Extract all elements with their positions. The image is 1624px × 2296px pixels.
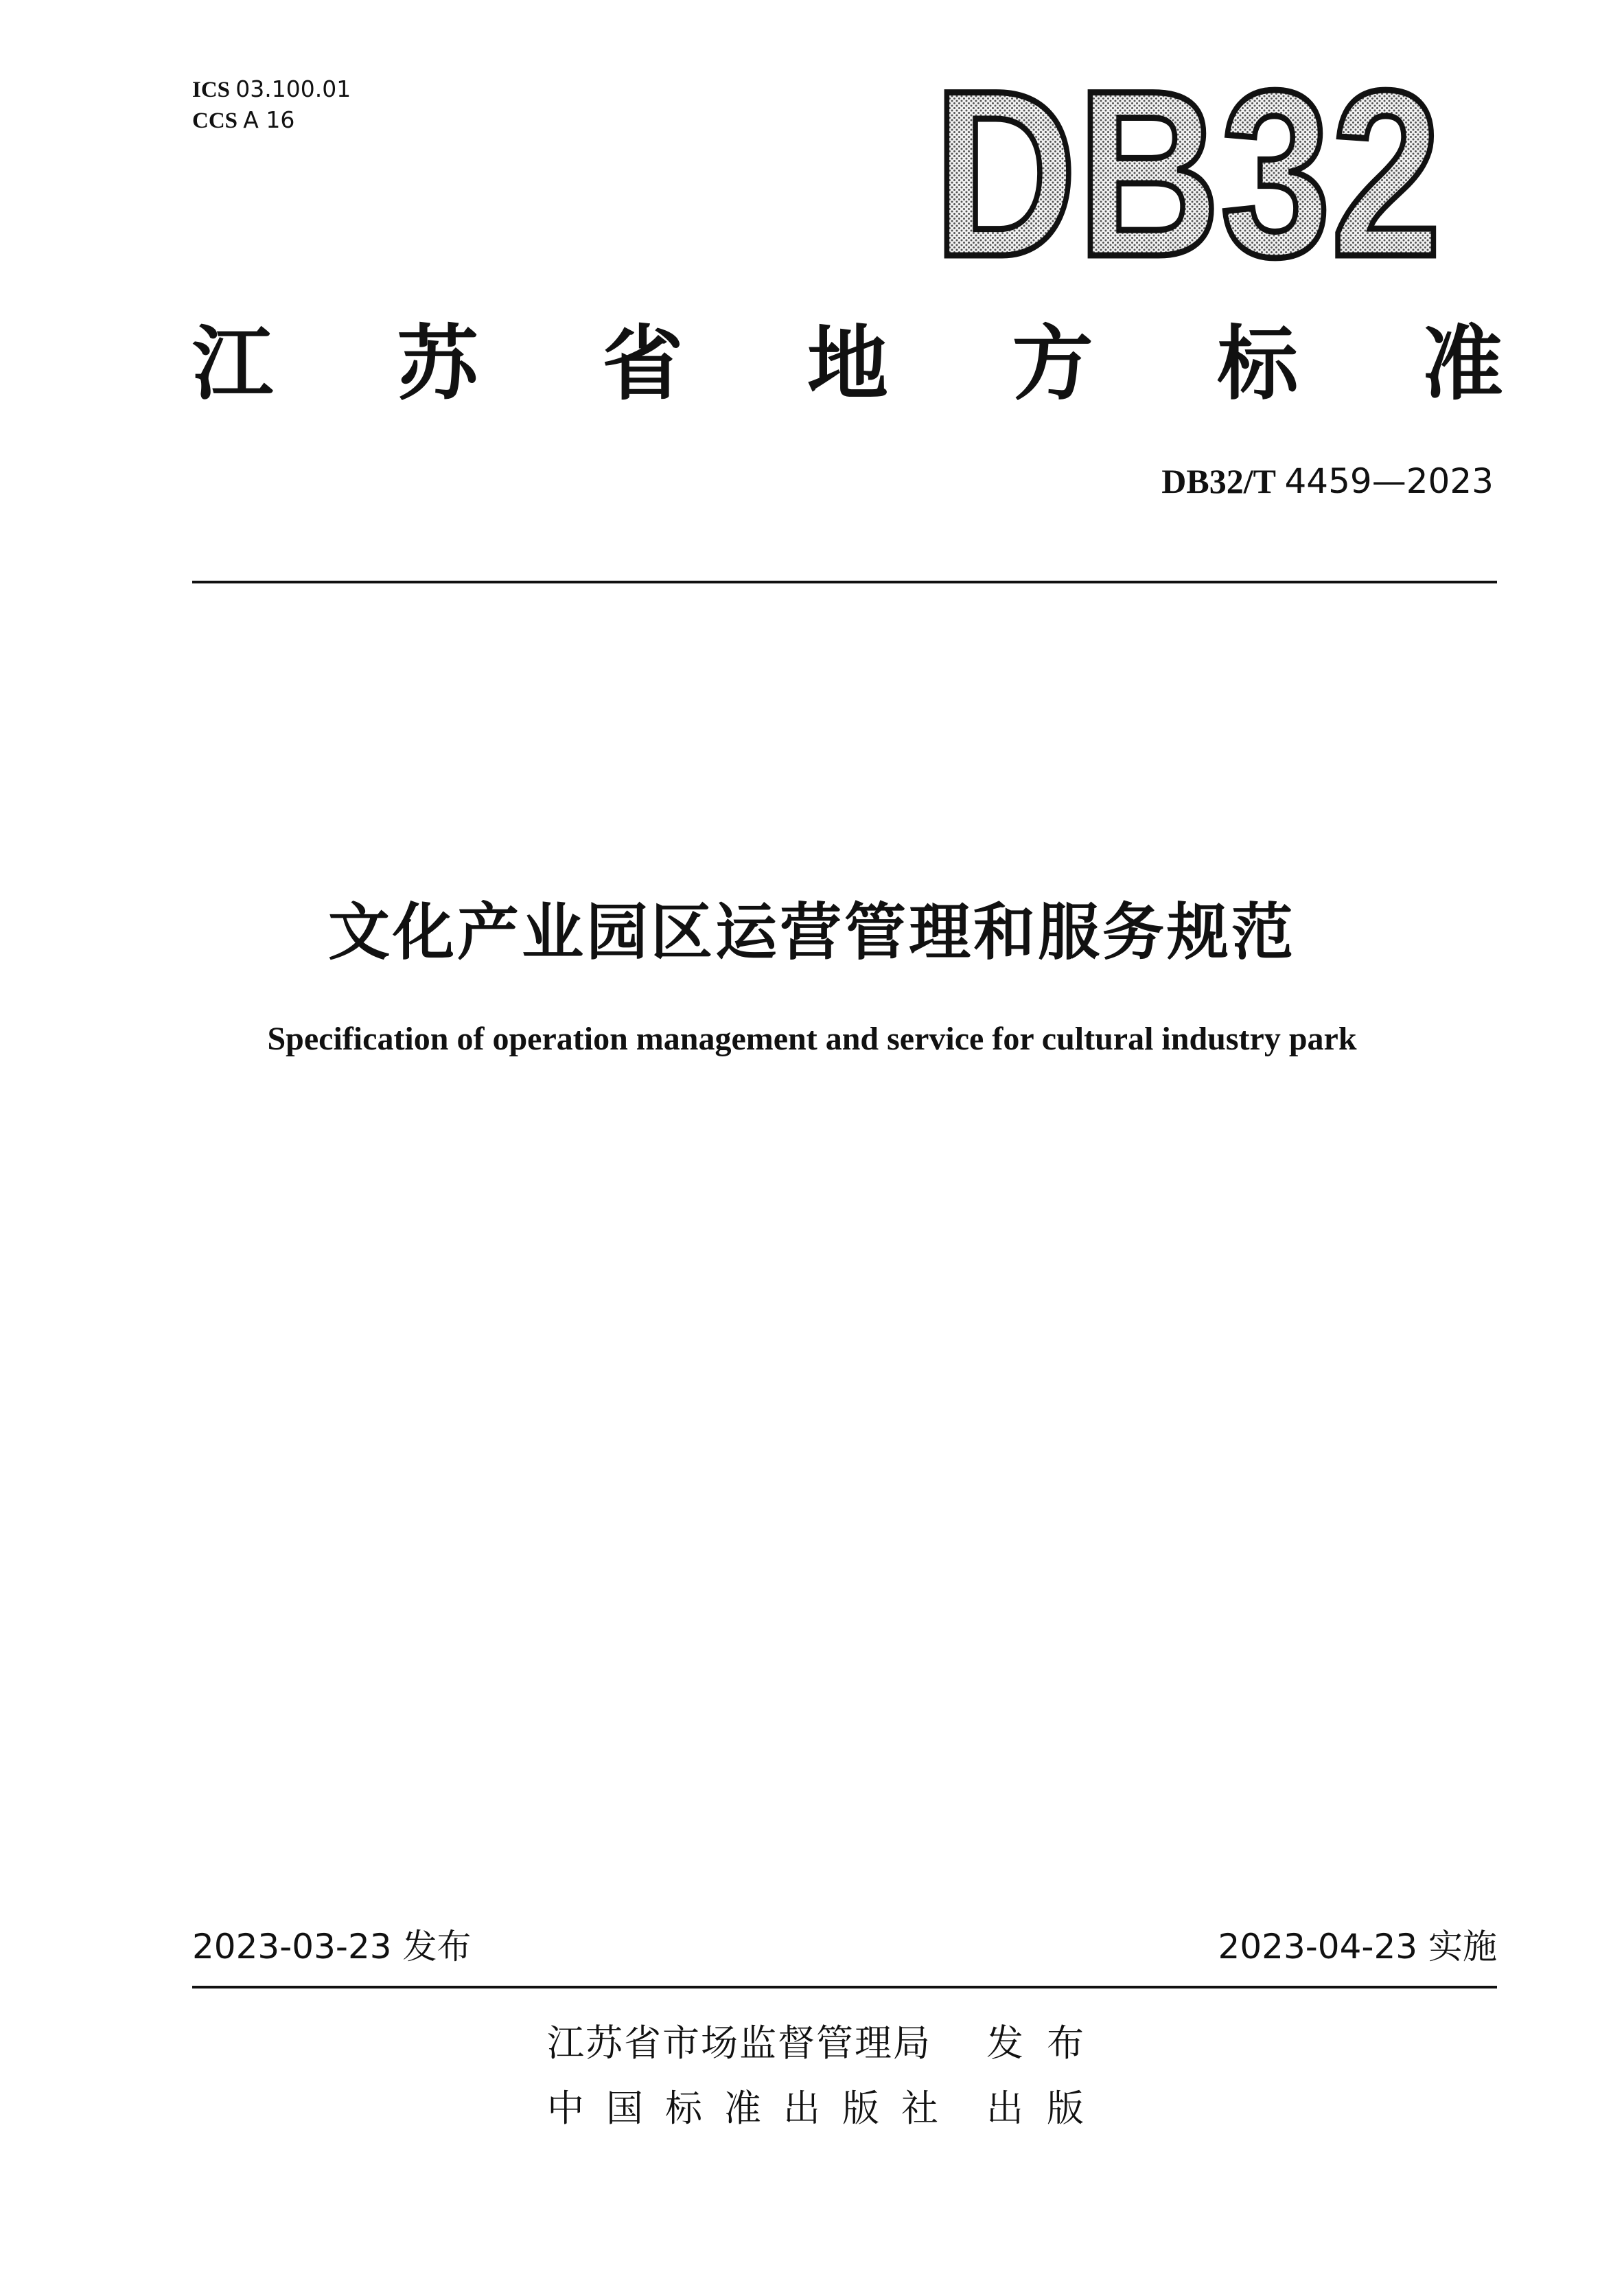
standard-type-char: 江 — [192, 320, 274, 410]
publisher-row — [547, 2073, 1151, 2138]
ics-label: ICS — [192, 78, 231, 102]
standard-type-char: 准 — [1422, 320, 1503, 410]
standard-type-heading — [192, 302, 1503, 412]
publisher-name: 江苏省市场监督管理局 — [547, 2021, 931, 2065]
ccs-line — [192, 105, 351, 136]
publisher-role: 发布 — [986, 2021, 1107, 2065]
standard-type-char: 省 — [602, 320, 684, 410]
standard-type-char: 标 — [1217, 320, 1299, 410]
publishers — [547, 2008, 1151, 2138]
ccs-label: CCS — [192, 108, 238, 133]
standard-type-char: 地 — [807, 320, 888, 410]
ccs-code: A 16 — [243, 106, 295, 133]
classification-codes — [192, 74, 351, 136]
title-chinese: 文化产业园区运营管理和服务规范 — [328, 896, 1296, 969]
issue-date: 2023-03-23 发布 — [192, 1927, 472, 1967]
top-divider — [192, 581, 1497, 583]
publisher-name: 中国标准出版社 — [547, 2087, 960, 2130]
publisher-role: 出版 — [986, 2087, 1107, 2130]
standard-type-char: 苏 — [397, 320, 478, 410]
db32-logo-graphic — [927, 42, 1448, 306]
title-english: Specification of operation management and service for cultural industry park — [267, 1021, 1357, 1057]
standard-code: DB32/T — [1161, 462, 1276, 500]
implementation-date: 2023-04-23 实施 — [1218, 1927, 1497, 1967]
publisher-row — [547, 2008, 1151, 2073]
logo-text: DB32 — [933, 42, 1441, 306]
standard-number — [1161, 461, 1494, 501]
ics-line — [192, 74, 351, 105]
standard-type-char: 方 — [1012, 320, 1093, 410]
bottom-divider — [192, 1986, 1497, 1988]
db32-logo — [927, 42, 1448, 306]
standard-number-value: 4459—2023 — [1284, 461, 1494, 501]
ics-code: 03.100.01 — [235, 76, 351, 102]
